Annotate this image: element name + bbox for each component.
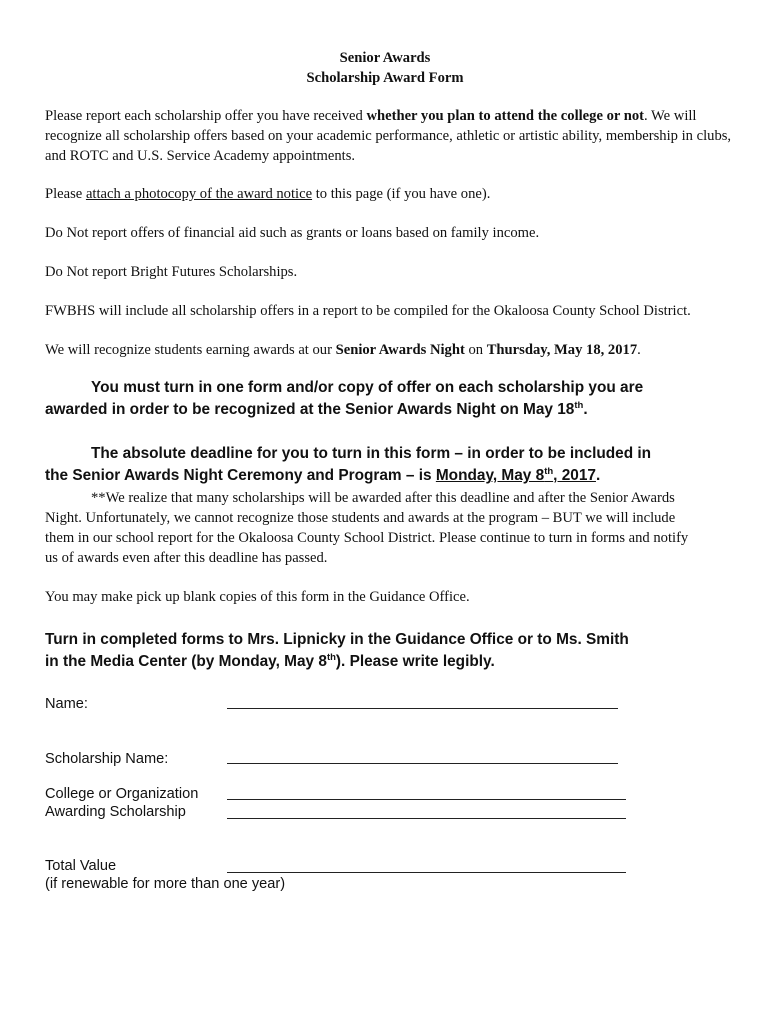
total-value-note: (if renewable for more than one year) — [45, 876, 286, 892]
late-awards-line-2: Night. Unfortunately, we cannot recognize those students and awards at the program – BUT we will include — [45, 510, 676, 526]
late-awards-line-3: them in our school report for the Okaloosa County School District. Please continue to turn in forms and notify — [45, 530, 689, 546]
scholarship-name-label: Scholarship Name: — [45, 751, 169, 767]
college-label-line-1: College or Organization — [45, 786, 199, 802]
college-label-line-2: Awarding Scholarship — [45, 804, 186, 820]
turnin-line-1: Turn in completed forms to Mrs. Lipnicky in the Guidance Office or to Ms. Smith — [45, 631, 629, 648]
blank-copies-paragraph: You may make pick up blank copies of this form in the Guidance Office. — [45, 589, 470, 605]
deadline-line-2: the Senior Awards Night Ceremony and Program – is Monday, May 8th, 2017. — [45, 465, 601, 484]
financial-aid-paragraph: Do Not report offers of financial aid such as grants or loans based on family income. — [45, 225, 540, 241]
late-awards-line-4: us of awards even after this deadline has passed. — [45, 550, 328, 566]
form-subtitle: Scholarship Award Form — [306, 70, 464, 86]
name-field[interactable] — [227, 708, 618, 709]
deadline-line-1: The absolute deadline for you to turn in this form – in order to be included in — [91, 445, 652, 462]
intro-paragraph: Please report each scholarship offer you have received whether you plan to attend the college or not. We will recognize all scholarship offers based on your academic performance, athletic or artistic ability, membership in clubs, and ROTC and U.S. Service Academy appointments. — [45, 108, 732, 164]
awarding-field[interactable] — [227, 818, 626, 819]
turnin-line-2: in the Media Center (by Monday, May 8th). Please write legibly. — [45, 651, 495, 670]
notice-one-line-2: awarded in order to be recognized at the Senior Awards Night on May 18th. — [45, 399, 588, 418]
deadline-date: Monday, May 8th, 2017 — [435, 465, 596, 484]
form-title: Senior Awards — [339, 50, 431, 66]
report-paragraph: FWBHS will include all scholarship offers in a report to be compiled for the Okaloosa County School District. — [45, 303, 691, 319]
notice-one-line-1: You must turn in one form and/or copy of offer on each scholarship you are — [91, 379, 644, 396]
name-label: Name: — [45, 696, 88, 712]
late-awards-line-1: **We realize that many scholarships will be awarded after this deadline and after the Senior Awards — [91, 490, 675, 506]
bright-futures-paragraph: Do Not report Bright Futures Scholarships. — [45, 264, 298, 280]
total-value-label: Total Value — [45, 858, 117, 874]
college-field[interactable] — [227, 799, 626, 800]
total-value-field[interactable] — [227, 872, 626, 873]
attach-paragraph: Please attach a photocopy of the award notice to this page (if you have one). — [45, 186, 491, 202]
scholarship-name-field[interactable] — [227, 763, 618, 764]
awards-night-paragraph: We will recognize students earning awards at our Senior Awards Night on Thursday, May 18, 2017. — [45, 342, 641, 358]
